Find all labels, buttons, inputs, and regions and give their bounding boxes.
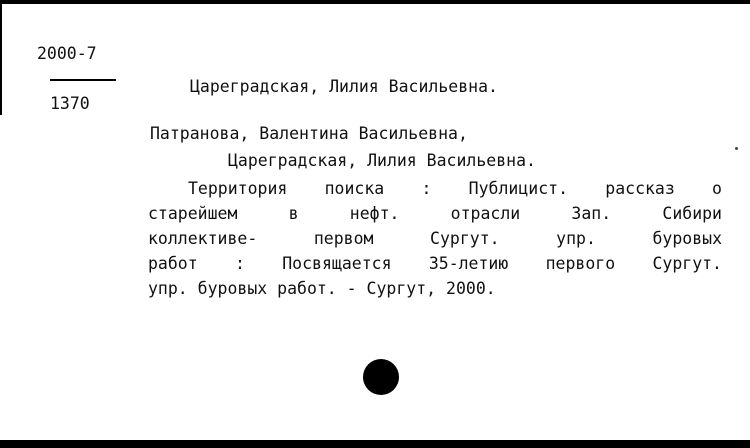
author-line-2: Цареградская, Лилия Васильевна.	[228, 151, 536, 170]
shelf-mark-divider	[50, 79, 116, 81]
scan-speck	[735, 147, 738, 150]
description-line: упр. буровых работ. - Сургут, 2000.	[148, 279, 496, 298]
description-line: Территория поиска : Публицист. рассказ о	[188, 179, 722, 198]
card-left-edge	[0, 0, 2, 115]
punch-hole	[363, 359, 399, 395]
description-line: коллективе- первом Сургут. упр. буровых	[148, 229, 722, 248]
heading-author: Цареградская, Лилия Васильевна.	[190, 77, 498, 96]
author-line-1: Патранова, Валентина Васильевна,	[150, 124, 468, 143]
description-line: старейшем в нефт. отрасли Зап. Сибири	[148, 204, 722, 223]
card-top-border	[0, 0, 750, 4]
description-block	[148, 176, 722, 301]
inventory-number: 1370	[50, 94, 90, 113]
card-bottom-border	[0, 440, 750, 448]
shelf-mark: 2000-7	[37, 44, 97, 63]
description-line: работ : Посвящается 35-летию первого Сургут.	[148, 254, 722, 273]
